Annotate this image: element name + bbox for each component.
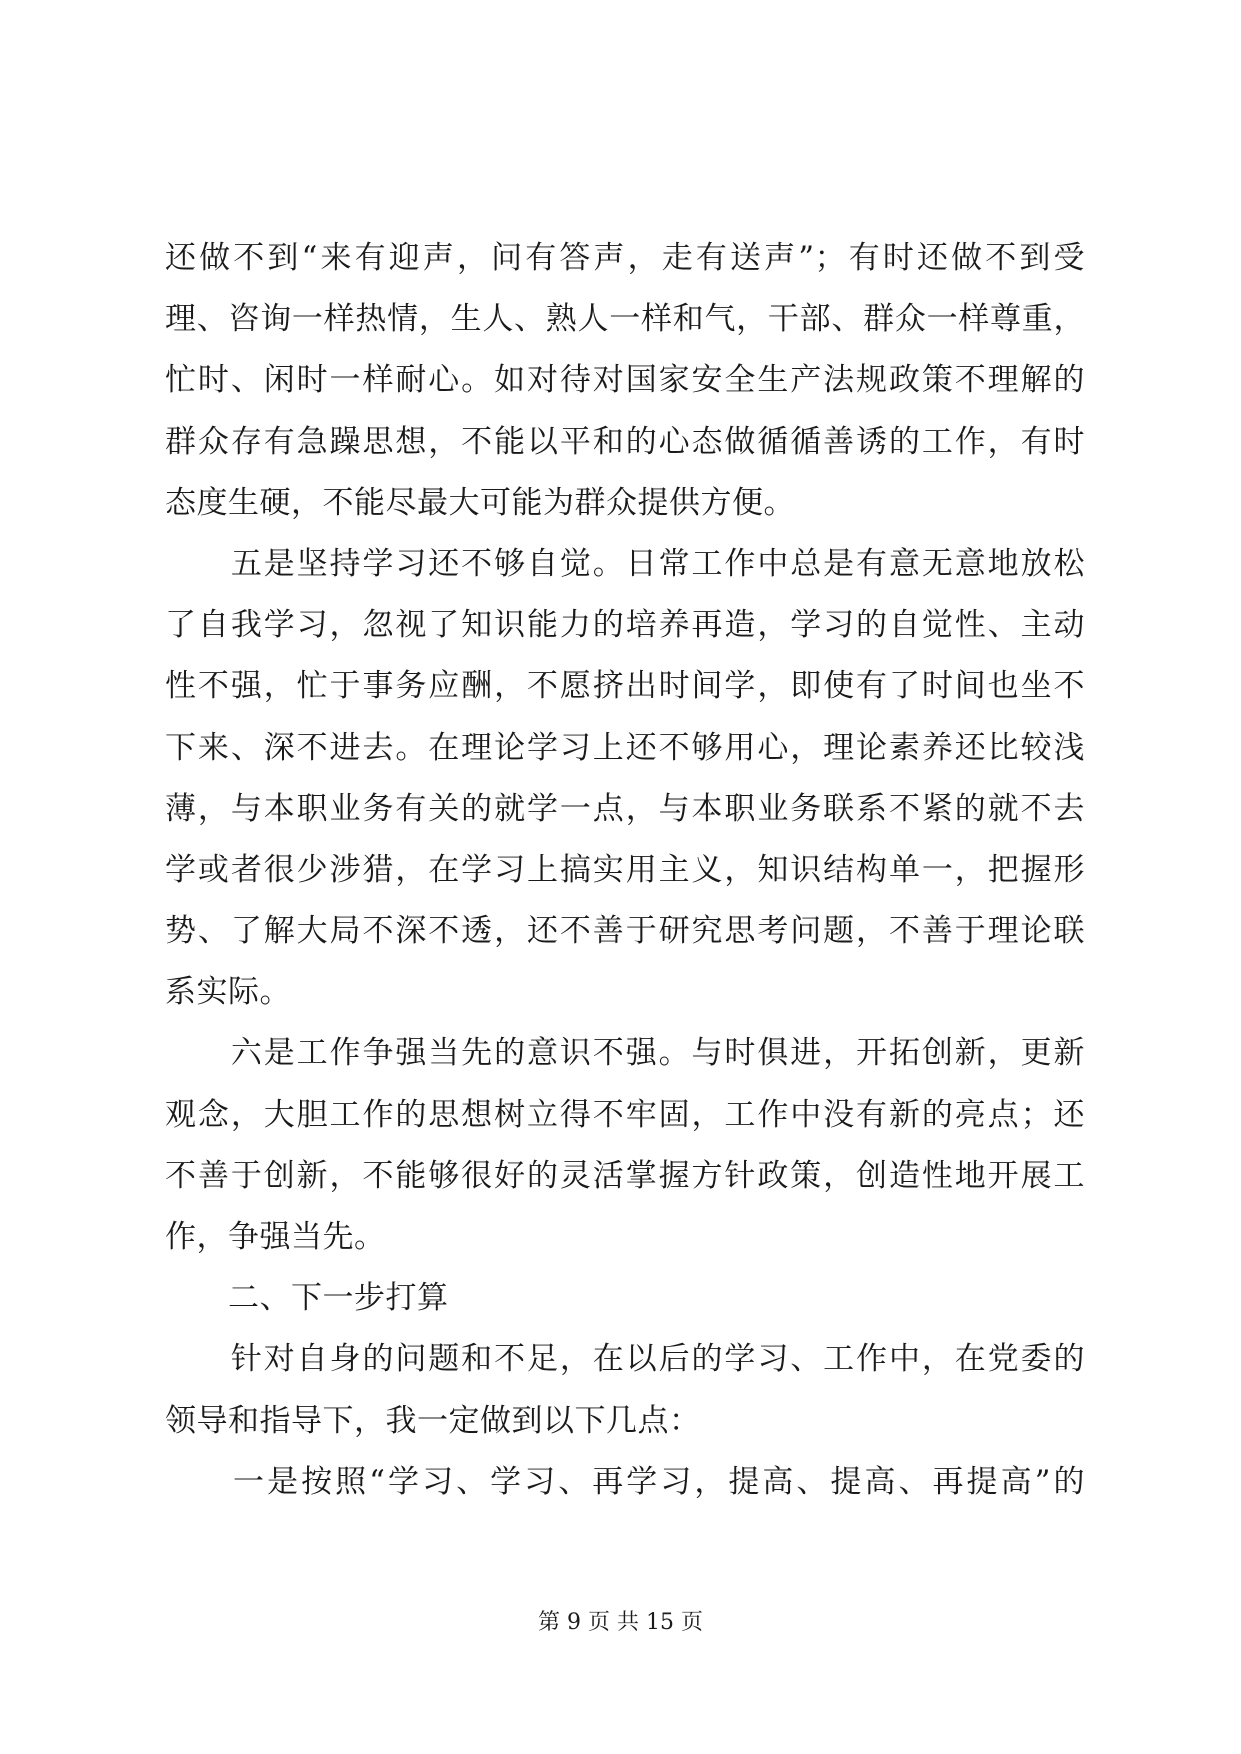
- text-line: 忙时、闲时一样耐心。如对待对国家安全生产法规政策不理解的: [165, 362, 1085, 399]
- text-line: 薄，与本职业务有关的就学一点，与本职业务联系不紧的就不去: [165, 790, 1085, 827]
- text-line: 观念，大胆工作的思想树立得不牢固，工作中没有新的亮点；还: [165, 1096, 1085, 1133]
- text-line: 一是按照“学习、学习、再学习，提高、提高、再提高”的: [165, 1463, 1085, 1500]
- text-line: 系实际。: [165, 974, 291, 1011]
- text-line: 不善于创新，不能够很好的灵活掌握方针政策，创造性地开展工: [165, 1157, 1085, 1194]
- text-line: 针对自身的问题和不足，在以后的学习、工作中，在党委的: [165, 1341, 1085, 1378]
- page-number-footer: 第 9 页 共 15 页: [538, 1610, 703, 1635]
- text-line: 性不强，忙于事务应酬，不愿挤出时间学，即使有了时间也坐不: [165, 668, 1085, 705]
- text-line: 理、咨询一样热情，生人、熟人一样和气，干部、群众一样尊重，: [165, 301, 1085, 338]
- text-line: 群众存有急躁思想，不能以平和的心态做循循善诱的工作，有时: [165, 423, 1085, 460]
- text-line: 了自我学习，忽视了知识能力的培养再造，学习的自觉性、主动: [165, 607, 1085, 644]
- text-line: 学或者很少涉猎，在学习上搞实用主义，知识结构单一，把握形: [165, 851, 1085, 888]
- text-line: 态度生硬，不能尽最大可能为群众提供方便。: [165, 484, 795, 521]
- section-heading: 二、下一步打算: [165, 1280, 449, 1317]
- body-text: [165, 228, 1085, 1513]
- text-line: 势、了解大局不深不透，还不善于研究思考问题，不善于理论联: [165, 913, 1085, 950]
- text-line: 五是坚持学习还不够自觉。日常工作中总是有意无意地放松: [165, 545, 1085, 582]
- text-line: 作，争强当先。: [165, 1219, 386, 1255]
- text-line: 领导和指导下，我一定做到以下几点：: [165, 1402, 701, 1439]
- text-line: 六是工作争强当先的意识不强。与时俱进，开拓创新，更新: [165, 1035, 1085, 1072]
- text-line: 还做不到“来有迎声，问有答声，走有送声”；有时还做不到受: [165, 240, 1085, 276]
- text-line: 下来、深不进去。在理论学习上还不够用心，理论素养还比较浅: [165, 729, 1085, 766]
